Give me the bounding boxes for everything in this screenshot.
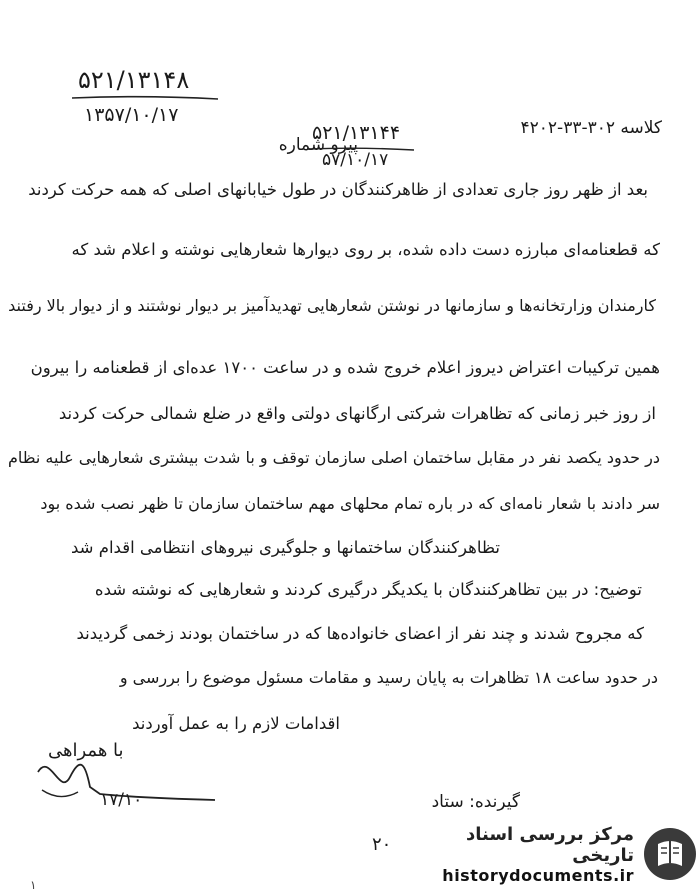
corner-mark: ۱ [30,878,37,892]
body-line: در حدود یکصد نفر در مقابل ساختمان اصلی سازمان توقف و با شدت بیشتری شعارهایی علیه نظام [7,448,660,467]
watermark-url: historydocuments.ir [442,865,635,885]
follow-date: ۵۷/۱۰/۱۷ [322,150,389,170]
reference-underline [70,94,220,102]
body-line: که مجروح شدند و چند نفر از اعضای خانواده‌ها که در ساختمان بودند زخمی گردیدند [76,624,644,643]
watermark [398,820,698,888]
body-line: بعد از ظهر روز جاری تعدادی از ظاهرکنندگان در طول خیابانهای اصلی که همه حرکت کردند [28,180,648,199]
footer-number: ۲۰ [372,834,392,855]
watermark-title: مرکز بررسی اسناد تاریخی [466,823,635,866]
recipient-note: گیرنده: ستاد [431,792,520,812]
body-line: از روز خبر زمانی که تظاهرات شرکتی ارگانهای دولتی واقع در ضلع شمالی حرکت کردند [58,404,656,423]
reference-date: ۱۳۵۷/۱۰/۱۷ [84,104,179,126]
signature-date: ۱۷/۱۰ [100,790,143,810]
follow-label: پیرو شماره [278,135,358,155]
reference-number: ۵۲۱/۱۳۱۴۸ [78,66,190,94]
body-line: سر دادند با شعار نامه‌ای که در باره تمام محلهای مهم ساختمان سازمان تا ظهر نصب شده بود [40,494,660,513]
body-line: اقدامات لازم را به عمل آوردند [132,714,340,733]
signature-initials: با همراهی [48,740,124,761]
archive-logo-icon [642,826,698,882]
follow-number: ۵۲۱/۱۳۱۴۴ [312,122,401,144]
body-line: کارمندان وزارتخانه‌ها و سازمانها در نوشتن شعارهایی تهدیدآمیز بر دیوار نوشتند و از دیوار بالا رفتند [8,296,656,315]
body-line: در حدود ساعت ۱۸ تظاهرات به پایان رسید و مقامات مسئول موضوع را بررسی و [119,668,658,687]
body-line: توضیح: در بین تظاهرکنندگان با یکدیگر درگیری کردند و شعارهایی که نوشته شده [94,580,642,599]
watermark-text [398,824,634,885]
body-line: همین ترکیبات اعتراض دیروز اعلام خروج شده و در ساعت ۱۷۰۰ عده‌ای از قطعنامه را بیرون [30,358,660,377]
body-line: که قطعنامه‌ای مبارزه دست داده شده، بر روی دیوارها شعارهایی نوشته و اعلام شد که [71,240,660,259]
body-line: تظاهرکنندگان ساختمانها و جلوگیری نیروهای انتظامی اقدام شد [71,538,500,557]
classification-number: کلاسه ۳۰۲-۳۳-۴۲۰۲ [520,118,662,138]
